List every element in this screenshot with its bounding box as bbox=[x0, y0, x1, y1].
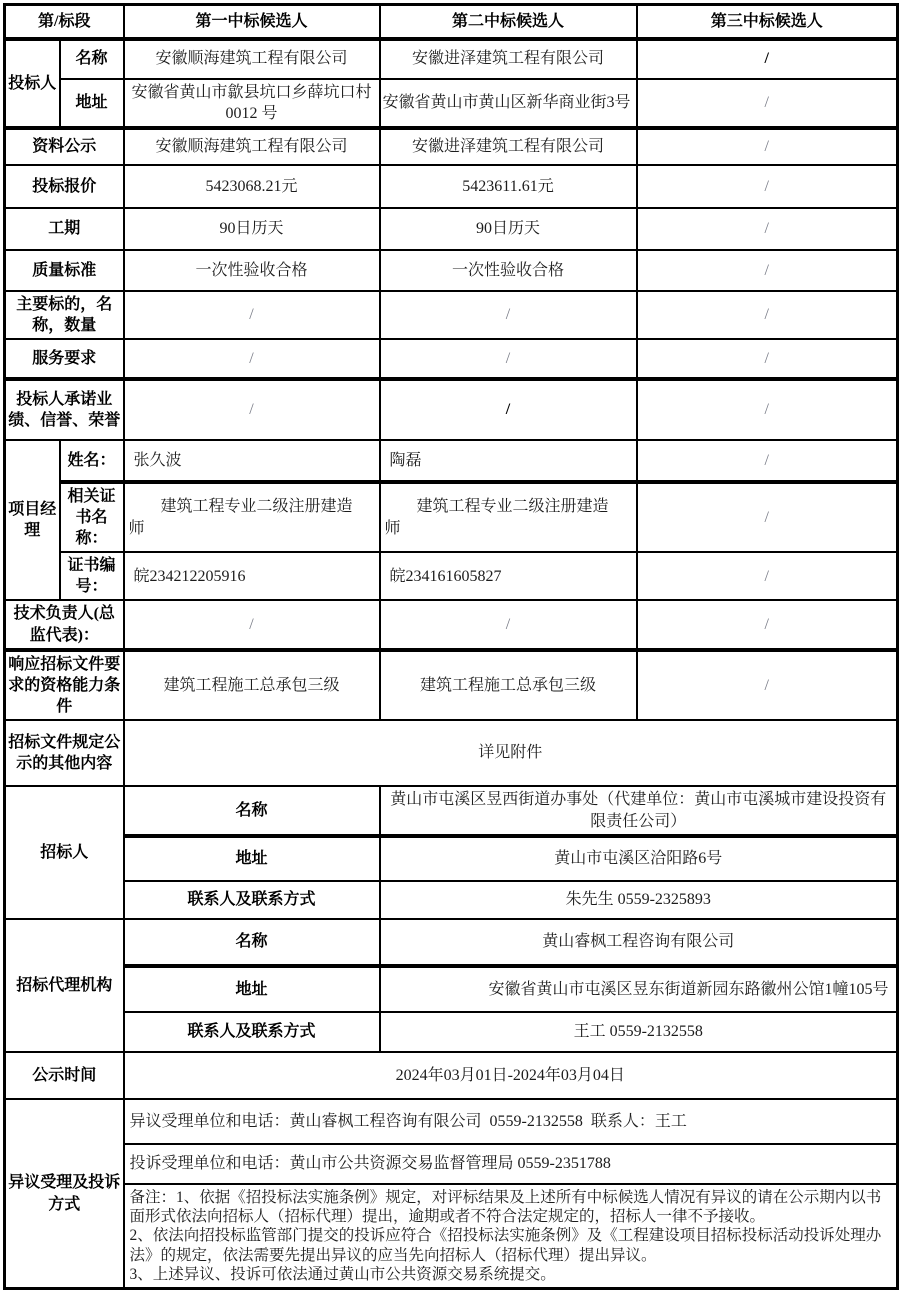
publicity-value: 2024年03月01日-2024年03月04日 bbox=[124, 1052, 898, 1099]
header-section: 第/标段 bbox=[5, 5, 124, 39]
subject-1: / bbox=[124, 291, 380, 339]
manager-name-1: 张久波 bbox=[124, 440, 380, 482]
remark-item-3: 3、上述异议、投诉可依法通过黄山市公共资源交易系统提交。 bbox=[129, 1265, 556, 1283]
material-2: 安徽进泽建筑工程有限公司 bbox=[380, 128, 637, 165]
subject-2: / bbox=[380, 291, 637, 339]
bidder-label: 投标人 bbox=[5, 39, 60, 128]
qualification-1: 建筑工程施工总承包三级 bbox=[124, 650, 380, 720]
service-2: / bbox=[380, 339, 637, 379]
agency-address-label: 地址 bbox=[124, 966, 380, 1012]
objection-line2: 投诉受理单位和电话：黄山市公共资源交易监督管理局 0559-2351788 bbox=[124, 1144, 898, 1184]
qualification-3: / bbox=[637, 650, 898, 720]
duration-label: 工期 bbox=[5, 208, 124, 250]
tech-label: 技术负责人(总监代表)： bbox=[5, 600, 124, 649]
material-3: / bbox=[637, 128, 898, 165]
promise-label: 投标人承诺业绩、信誉、荣誉 bbox=[5, 379, 124, 440]
tenderee-contact-label: 联系人及联系方式 bbox=[124, 881, 380, 919]
objection-remark bbox=[124, 1184, 898, 1289]
objection-line1: 异议受理单位和电话：黄山睿枫工程咨询有限公司 0559-2132558 联系人：王工 bbox=[124, 1099, 898, 1144]
qualification-label: 响应招标文件要求的资格能力条件 bbox=[5, 650, 124, 720]
tenderee-address-value: 黄山市屯溪区洽阳路6号 bbox=[380, 836, 898, 881]
publicity-label: 公示时间 bbox=[5, 1052, 124, 1099]
service-label: 服务要求 bbox=[5, 339, 124, 379]
remark-item-1: 备注：1、依据《招投标法实施条例》规定，对评标结果及上述所有中标候选人情况有异议的请在公示期内以书面形式依法向招标人（招标代理）提出，逾期或者不符合法定规定的，招标人一律不予接收。 bbox=[129, 1189, 882, 1226]
other-label: 招标文件规定公示的其他内容 bbox=[5, 720, 124, 786]
candidates-table bbox=[3, 3, 899, 1290]
manager-cert-1: 建筑工程专业二级注册建造师 bbox=[124, 482, 380, 552]
agency-contact-value: 王工 0559-2132558 bbox=[380, 1012, 898, 1052]
tech-3: / bbox=[637, 600, 898, 649]
remark-item-2: 2、依法向招投标监管部门提交的投诉应符合《招投标法实施条例》及《工程建设项目招标投标活动投诉处理办法》的规定，依法需要先提出异议的应当先向招标人（招标代理）提出异议。 bbox=[129, 1227, 882, 1264]
header-first-candidate: 第一中标候选人 bbox=[124, 5, 380, 39]
tech-1: / bbox=[124, 600, 380, 649]
agency-contact-label: 联系人及联系方式 bbox=[124, 1012, 380, 1052]
qualification-2: 建筑工程施工总承包三级 bbox=[380, 650, 637, 720]
manager-certno-3: / bbox=[637, 552, 898, 600]
price-2: 5423611.61元 bbox=[380, 165, 637, 208]
quality-label: 质量标准 bbox=[5, 250, 124, 291]
manager-certno-label: 证书编号： bbox=[60, 552, 124, 600]
objection-label: 异议受理及投诉方式 bbox=[5, 1099, 124, 1289]
service-3: / bbox=[637, 339, 898, 379]
promise-3: / bbox=[637, 379, 898, 440]
manager-cert-2: 建筑工程专业二级注册建造师 bbox=[380, 482, 637, 552]
agency-name-label: 名称 bbox=[124, 919, 380, 966]
subject-3: / bbox=[637, 291, 898, 339]
price-3: / bbox=[637, 165, 898, 208]
bidder-name-2: 安徽进泽建筑工程有限公司 bbox=[380, 39, 637, 79]
agency-name-value: 黄山睿枫工程咨询有限公司 bbox=[380, 919, 898, 966]
price-1: 5423068.21元 bbox=[124, 165, 380, 208]
header-second-candidate: 第二中标候选人 bbox=[380, 5, 637, 39]
bidder-name-label: 名称 bbox=[60, 39, 124, 79]
bidder-address-1: 安徽省黄山市歙县坑口乡薛坑口村 0012 号 bbox=[124, 79, 380, 128]
bidder-address-2: 安徽省黄山市黄山区新华商业街3号 bbox=[380, 79, 637, 128]
agency-label: 招标代理机构 bbox=[5, 919, 124, 1052]
material-1: 安徽顺海建筑工程有限公司 bbox=[124, 128, 380, 165]
tech-2: / bbox=[380, 600, 637, 649]
bidder-address-3: / bbox=[637, 79, 898, 128]
tenderee-name-value: 黄山市屯溪区昱西街道办事处（代建单位：黄山市屯溪城市建设投资有限责任公司） bbox=[380, 786, 898, 836]
promise-2: / bbox=[380, 379, 637, 440]
header-third-candidate: 第三中标候选人 bbox=[637, 5, 898, 39]
duration-2: 90日历天 bbox=[380, 208, 637, 250]
price-label: 投标报价 bbox=[5, 165, 124, 208]
duration-1: 90日历天 bbox=[124, 208, 380, 250]
subject-label: 主要标的，名称，数量 bbox=[5, 291, 124, 339]
bidder-name-1: 安徽顺海建筑工程有限公司 bbox=[124, 39, 380, 79]
manager-name-3: / bbox=[637, 440, 898, 482]
quality-3: / bbox=[637, 250, 898, 291]
manager-label: 项目经理 bbox=[5, 440, 60, 601]
tenderee-address-label: 地址 bbox=[124, 836, 380, 881]
tenderee-name-label: 名称 bbox=[124, 786, 380, 836]
bidder-name-3: / bbox=[637, 39, 898, 79]
other-value: 详见附件 bbox=[124, 720, 898, 786]
duration-3: / bbox=[637, 208, 898, 250]
tenderee-label: 招标人 bbox=[5, 786, 124, 919]
manager-name-label: 姓名： bbox=[60, 440, 124, 482]
bidder-address-label: 地址 bbox=[60, 79, 124, 128]
quality-2: 一次性验收合格 bbox=[380, 250, 637, 291]
manager-certno-1: 皖234212205916 bbox=[124, 552, 380, 600]
agency-address-value: 安徽省黄山市屯溪区昱东街道新园东路徽州公馆1幢105号 bbox=[380, 966, 898, 1012]
tenderee-contact-value: 朱先生 0559-2325893 bbox=[380, 881, 898, 919]
manager-cert-3: / bbox=[637, 482, 898, 552]
manager-name-2: 陶磊 bbox=[380, 440, 637, 482]
quality-1: 一次性验收合格 bbox=[124, 250, 380, 291]
manager-certno-2: 皖234161605827 bbox=[380, 552, 637, 600]
manager-cert-label: 相关证书名称： bbox=[60, 482, 124, 552]
service-1: / bbox=[124, 339, 380, 379]
material-label: 资料公示 bbox=[5, 128, 124, 165]
promise-1: / bbox=[124, 379, 380, 440]
